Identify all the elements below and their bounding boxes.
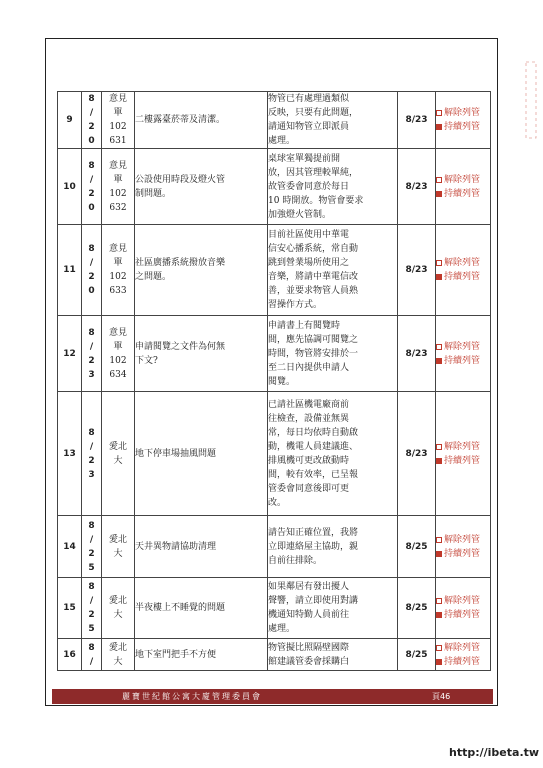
reply-line: 跳到營業場所使用之 <box>268 258 350 268</box>
handled-date: 8/25 <box>398 516 436 578</box>
tracking-checkbox <box>436 358 442 364</box>
reply-line: 間，應先協調可閱覽之 <box>268 334 359 345</box>
status-options <box>436 92 491 149</box>
status-option-tracking <box>436 120 490 134</box>
reply-line: 常，每日均依時自動啟 <box>268 427 359 438</box>
handled-date: 8/23 <box>398 392 436 516</box>
issue-line: 申請閱覽之文件為何無 <box>135 341 226 352</box>
status-option-tracking <box>436 187 490 201</box>
report-date-char: 3 <box>88 369 95 380</box>
status-options <box>436 149 491 225</box>
resolved-checkbox <box>436 177 442 183</box>
issue-line: 地下停車場抽風問題 <box>135 448 217 459</box>
report-source-line: 102 <box>109 355 127 366</box>
issue-description <box>135 392 268 516</box>
table-row <box>58 639 491 671</box>
management-reply <box>268 149 398 225</box>
report-date-char: / <box>89 534 94 545</box>
report-date <box>82 316 102 392</box>
reply-line: 桌球室單獨提前開 <box>268 153 341 164</box>
tracking-checkbox <box>436 551 442 557</box>
report-date-char: 5 <box>88 562 95 573</box>
issue-line: 公設使用時段及燈火管 <box>135 174 226 185</box>
report-source-line: 意見 <box>108 244 127 254</box>
report-source-line: 大 <box>113 656 123 667</box>
report-source-line: 大 <box>113 455 123 466</box>
resolved-checkbox <box>436 645 442 651</box>
status-label-tracking: 持續列管 <box>444 610 481 620</box>
report-source-line: 單 <box>113 258 123 268</box>
report-source-line: 大 <box>113 548 123 559</box>
report-source-line: 單 <box>113 174 123 185</box>
report-date-char: 0 <box>88 136 95 146</box>
management-reply <box>268 316 398 392</box>
status-option-resolved <box>436 594 490 608</box>
reply-line: 請通知物管立即派員 <box>268 122 350 132</box>
report-source <box>102 225 135 316</box>
resolved-checkbox <box>436 444 442 450</box>
report-date-char: 2 <box>88 188 95 199</box>
status-option-tracking <box>436 655 490 669</box>
report-source-line: 意見 <box>108 160 127 171</box>
status-options <box>436 316 491 392</box>
status-options <box>436 516 491 578</box>
status-options <box>436 578 491 639</box>
report-date-char: 5 <box>88 624 95 634</box>
resolved-checkbox <box>436 110 442 116</box>
reply-line: 閱覽。 <box>268 376 296 387</box>
table-row <box>58 516 491 578</box>
report-source-line: 634 <box>109 369 127 380</box>
handled-date: 8/25 <box>398 578 436 639</box>
report-date-char: 8 <box>88 327 95 338</box>
reply-line: 往檢查，設備並無異 <box>268 413 350 424</box>
issue-description <box>135 578 268 639</box>
status-label-resolved: 解除列管 <box>444 174 481 185</box>
status-label-tracking: 持續列管 <box>444 272 481 282</box>
reply-line: 改。 <box>268 497 287 508</box>
handled-date: 8/23 <box>398 316 436 392</box>
row-number: 14 <box>58 516 82 578</box>
resolved-checkbox <box>436 344 442 350</box>
reply-line: 加強燈火管制。 <box>268 209 332 220</box>
issue-description <box>135 316 268 392</box>
report-source-line: 631 <box>109 136 127 146</box>
row-number: 9 <box>58 92 82 149</box>
report-source-line: 愛北 <box>108 596 127 606</box>
report-date-char: 2 <box>88 355 95 366</box>
issue-line: 之問題。 <box>135 272 172 282</box>
resolved-checkbox <box>436 260 442 266</box>
report-date-char: 8 <box>88 427 95 438</box>
issue-line: 半夜樓上不睡覺的問題 <box>135 603 226 613</box>
footer-bar <box>52 689 493 704</box>
status-label-resolved: 解除列管 <box>444 341 481 352</box>
report-source-line: 633 <box>109 286 127 296</box>
reply-line: 處理。 <box>268 136 296 146</box>
report-source <box>102 92 135 149</box>
status-label-resolved: 解除列管 <box>444 108 481 118</box>
source-watermark: http://ibeta.tw <box>449 746 540 759</box>
reply-line: 反映，只要有此問題， <box>268 108 359 118</box>
report-date-char: / <box>89 656 94 667</box>
report-date-char: 2 <box>88 548 95 559</box>
report-date-char: 8 <box>88 582 95 592</box>
status-options <box>436 639 491 671</box>
report-source <box>102 578 135 639</box>
status-option-tracking <box>436 270 490 284</box>
report-date-char: 8 <box>88 160 95 171</box>
report-date-char: 2 <box>88 122 95 132</box>
reply-line: 請告知正確位置，我將 <box>268 527 359 538</box>
row-number: 15 <box>58 578 82 639</box>
report-date-char: / <box>89 441 94 452</box>
report-date <box>82 92 102 149</box>
report-date <box>82 225 102 316</box>
handled-date: 8/25 <box>398 639 436 671</box>
faint-seal-icon <box>524 60 538 140</box>
report-date <box>82 149 102 225</box>
reply-line: 申請書上有閱覽時 <box>268 320 341 331</box>
report-date-char: 0 <box>88 202 95 213</box>
issue-line: 社區廣播系統撥放音樂 <box>135 258 226 268</box>
table-row <box>58 149 491 225</box>
handled-date: 8/23 <box>398 149 436 225</box>
report-source-line: 大 <box>113 610 123 620</box>
management-reply <box>268 392 398 516</box>
report-date-char: / <box>89 596 94 606</box>
handled-date: 8/23 <box>398 92 436 149</box>
report-source-line: 愛北 <box>108 441 127 452</box>
reply-line: 善，並要求物管人員熟 <box>268 286 359 296</box>
issue-description <box>135 92 268 149</box>
report-date-char: 2 <box>88 610 95 620</box>
tracking-checkbox <box>436 612 442 618</box>
report-date-char: 2 <box>88 455 95 466</box>
issue-line: 二樓露臺菸蒂及清潔。 <box>135 115 226 125</box>
issue-description <box>135 639 268 671</box>
report-source-line: 單 <box>113 108 123 118</box>
status-option-tracking <box>436 454 490 468</box>
report-date-char: 8 <box>88 520 95 531</box>
report-date <box>82 639 102 671</box>
management-reply <box>268 92 398 149</box>
issue-description <box>135 516 268 578</box>
report-date-char: 0 <box>88 286 95 296</box>
resolved-checkbox <box>436 537 442 543</box>
reply-line: 目前社區使用中華電 <box>268 230 350 240</box>
status-options <box>436 392 491 516</box>
status-label-tracking: 持續列管 <box>444 656 481 667</box>
report-source-line: 意見 <box>108 327 127 338</box>
status-label-tracking: 持續列管 <box>444 455 481 466</box>
report-source <box>102 639 135 671</box>
reply-line: 動，機電人員建議進、 <box>268 441 359 452</box>
reply-line: 間，較有效率，已呈報 <box>268 469 359 480</box>
management-reply <box>268 516 398 578</box>
tracking-checkbox <box>436 191 442 197</box>
row-number: 13 <box>58 392 82 516</box>
report-date-char: / <box>89 174 94 185</box>
report-date-char: 2 <box>88 272 95 282</box>
reply-line: 自前往排除。 <box>268 555 323 566</box>
issue-line: 制問題。 <box>135 188 172 199</box>
tracking-checkbox <box>436 124 442 130</box>
status-label-resolved: 解除列管 <box>444 258 481 268</box>
report-source <box>102 149 135 225</box>
reply-line: 處理。 <box>268 624 296 634</box>
report-source-line: 102 <box>109 122 127 132</box>
report-source-line: 632 <box>109 202 127 213</box>
report-date-char: / <box>89 258 94 268</box>
report-date-char: 8 <box>88 642 95 653</box>
status-option-resolved <box>436 106 490 120</box>
margin-stamp-mark <box>520 60 538 150</box>
status-label-resolved: 解除列管 <box>444 642 481 653</box>
status-options <box>436 225 491 316</box>
reply-line: 信安心播系統，常自動 <box>268 244 359 254</box>
report-date <box>82 516 102 578</box>
row-number: 12 <box>58 316 82 392</box>
issue-description <box>135 149 268 225</box>
status-label-tracking: 持續列管 <box>444 188 481 199</box>
reply-line: 聲響，請立即使用對講 <box>268 596 359 606</box>
reply-line: 音樂，將請中華電信改 <box>268 272 359 282</box>
reply-line: 故管委會同意於每日 <box>268 181 350 192</box>
reply-line: 如果鄰居有發出擾人 <box>268 582 350 592</box>
management-reply <box>268 639 398 671</box>
status-option-resolved <box>436 173 490 187</box>
report-date <box>82 578 102 639</box>
status-option-resolved <box>436 256 490 270</box>
report-date-char: 8 <box>88 94 95 104</box>
table-row <box>58 92 491 149</box>
row-number: 10 <box>58 149 82 225</box>
issue-line: 地下室門把手不方便 <box>135 649 217 660</box>
reply-line: 10 時開放。物管會要求 <box>268 195 364 206</box>
reply-line: 管委會同意後即可更 <box>268 483 350 494</box>
table-row <box>58 225 491 316</box>
tracking-checkbox <box>436 274 442 280</box>
issue-description <box>135 225 268 316</box>
report-date-char: / <box>89 108 94 118</box>
footer-title: 麗寶世紀館公寓大廈管理委員會 <box>122 692 262 701</box>
tracking-checkbox <box>436 458 442 464</box>
report-source <box>102 316 135 392</box>
report-source-line: 愛北 <box>108 642 127 653</box>
reply-line: 已請社區機電廠商前 <box>268 399 350 410</box>
report-source-line: 102 <box>109 272 127 282</box>
report-source-line: 愛北 <box>108 534 127 545</box>
report-source <box>102 516 135 578</box>
report-date-char: 8 <box>88 244 95 254</box>
status-option-tracking <box>436 354 490 368</box>
status-label-tracking: 持續列管 <box>444 548 481 559</box>
reply-line: 物管已有處理過類似 <box>268 94 350 104</box>
table-row <box>58 316 491 392</box>
reply-line: 放，因其管理較單純， <box>268 167 359 178</box>
report-date-char: / <box>89 341 94 352</box>
status-label-resolved: 解除列管 <box>444 534 481 545</box>
reply-line: 立即連絡屋主協助，親 <box>268 541 359 552</box>
reply-line: 至二日內提供申請人 <box>268 362 350 373</box>
reply-line: 時間，物管將安排於一 <box>268 348 359 359</box>
status-option-resolved <box>436 340 490 354</box>
page-number: 頁46 <box>432 692 451 701</box>
status-option-tracking <box>436 547 490 561</box>
report-source-line: 單 <box>113 341 123 352</box>
resolved-checkbox <box>436 598 442 604</box>
status-label-tracking: 持續列管 <box>444 122 481 132</box>
tracking-checkbox <box>436 659 442 665</box>
table-row <box>58 392 491 516</box>
issue-line: 天井異物請協助清理 <box>135 541 217 552</box>
report-date <box>82 392 102 516</box>
report-date-char: 3 <box>88 469 95 480</box>
reply-line: 排風機可更改啟動時 <box>268 455 350 466</box>
reply-line: 習操作方式。 <box>268 300 323 310</box>
management-reply <box>268 225 398 316</box>
status-label-resolved: 解除列管 <box>444 441 481 452</box>
row-number: 16 <box>58 639 82 671</box>
reply-line: 物管擬比照隔壁國際 <box>268 642 350 653</box>
status-option-resolved <box>436 533 490 547</box>
table-row <box>58 578 491 639</box>
issue-log-table <box>57 91 491 671</box>
handled-date: 8/23 <box>398 225 436 316</box>
status-option-resolved <box>436 641 490 655</box>
issue-line: 下文? <box>135 355 158 366</box>
status-option-tracking <box>436 608 490 622</box>
report-source-line: 意見 <box>108 94 127 104</box>
report-source <box>102 392 135 516</box>
management-reply <box>268 578 398 639</box>
report-source-line: 102 <box>109 188 127 199</box>
status-label-resolved: 解除列管 <box>444 596 481 606</box>
status-label-tracking: 持續列管 <box>444 355 481 366</box>
row-number: 11 <box>58 225 82 316</box>
reply-line: 機通知特勤人員前往 <box>268 610 350 620</box>
status-option-resolved <box>436 440 490 454</box>
reply-line: 館建議管委會採購白 <box>268 656 350 667</box>
